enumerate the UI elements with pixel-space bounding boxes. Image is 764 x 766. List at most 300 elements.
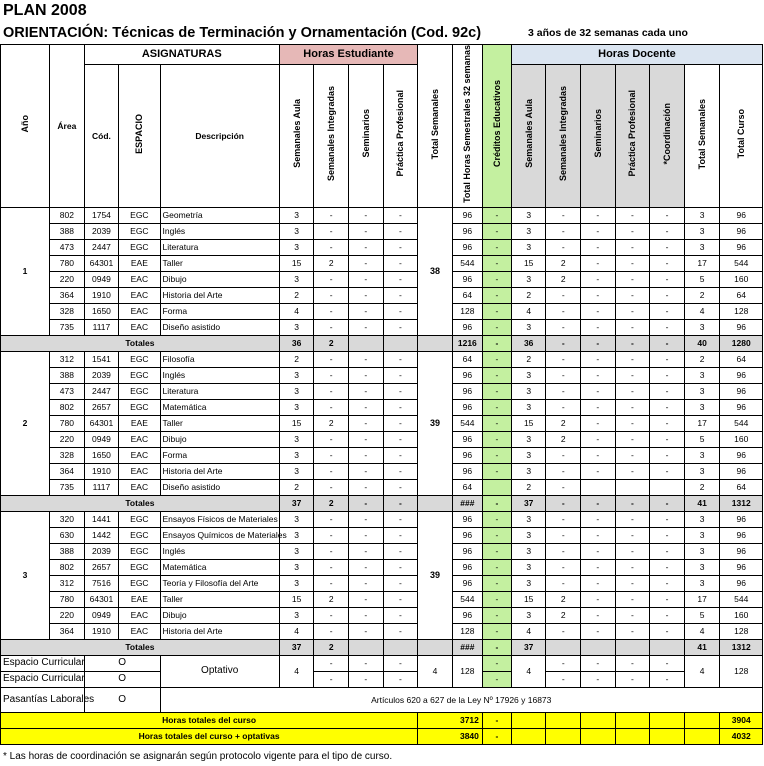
header-doc-2-label: Seminarios xyxy=(592,109,603,159)
totals-cell: 37 xyxy=(279,639,314,655)
doc-total-semanales-cell: 5 xyxy=(684,607,720,623)
totals-doc-cell xyxy=(581,639,616,655)
doc-total-curso-cell: 544 xyxy=(720,255,763,271)
optativo-row-1 xyxy=(1,655,763,671)
horas-semestrales-cell: 544 xyxy=(452,415,482,431)
espacio-cell: EGC xyxy=(119,575,160,591)
header-anio xyxy=(1,45,50,208)
optativo-cell: - xyxy=(383,655,418,671)
est-hours-cell: 3 xyxy=(279,527,314,543)
descripcion-cell: Forma xyxy=(160,447,279,463)
est-hours-cell: - xyxy=(314,463,349,479)
cod-cell: 1650 xyxy=(84,303,119,319)
doc-hours-cell: 3 xyxy=(511,367,546,383)
espacio-cell: EGC xyxy=(119,511,160,527)
horas-semestrales-cell: 128 xyxy=(452,303,482,319)
doc-hours-cell: 3 xyxy=(511,207,546,223)
est-hours-cell: - xyxy=(314,623,349,639)
doc-hours-cell: - xyxy=(581,511,616,527)
doc-hours-cell: - xyxy=(546,463,581,479)
header-est-1-label: Semanales Integradas xyxy=(326,86,337,182)
creditos-cell: - xyxy=(482,511,511,527)
doc-hours-cell: - xyxy=(650,383,685,399)
horas-totales-empty xyxy=(581,728,616,744)
table-row xyxy=(1,287,763,303)
doc-hours-cell: - xyxy=(581,463,616,479)
totals-doc-cell xyxy=(546,639,581,655)
doc-hours-cell xyxy=(650,479,685,495)
est-hours-cell: - xyxy=(314,287,349,303)
doc-total-semanales-cell: 3 xyxy=(684,543,720,559)
descripcion-cell: Forma xyxy=(160,303,279,319)
header-doc-3 xyxy=(615,64,650,207)
creditos-cell: - xyxy=(482,463,511,479)
est-hours-cell: - xyxy=(349,399,384,415)
totals-doc-cell: - xyxy=(546,335,581,351)
optativo-o: O xyxy=(84,655,160,671)
doc-total-semanales-cell: 3 xyxy=(684,463,720,479)
creditos-cell: - xyxy=(482,287,511,303)
horas-semestrales-cell: 96 xyxy=(452,575,482,591)
optativo-cell: - xyxy=(383,671,418,687)
doc-hours-cell: - xyxy=(546,543,581,559)
header-total-horas xyxy=(452,45,482,208)
doc-total-curso-cell: 96 xyxy=(720,383,763,399)
est-hours-cell: - xyxy=(314,239,349,255)
doc-hours-cell: - xyxy=(581,207,616,223)
horas-totales-label: Horas totales del curso xyxy=(1,712,418,728)
descripcion-cell: Matemática xyxy=(160,399,279,415)
header-descripcion: Descripción xyxy=(160,64,279,207)
doc-total-semanales-cell: 3 xyxy=(684,223,720,239)
doc-total-semanales-cell: 3 xyxy=(684,559,720,575)
header-row-sub xyxy=(1,64,763,207)
doc-hours-cell: - xyxy=(615,287,650,303)
table-row xyxy=(1,383,763,399)
area-cell: 780 xyxy=(50,415,85,431)
est-hours-cell: 4 xyxy=(279,623,314,639)
espacio-cell: EGC xyxy=(119,239,160,255)
totals-doc-cell xyxy=(615,639,650,655)
doc-total-curso-cell: 96 xyxy=(720,463,763,479)
doc-hours-cell: - xyxy=(615,207,650,223)
doc-hours-cell: - xyxy=(546,511,581,527)
descripcion-cell: Teoría y Filosofía del Arte xyxy=(160,575,279,591)
descripcion-cell: Taller xyxy=(160,591,279,607)
horas-totales-empty xyxy=(546,728,581,744)
doc-total-semanales-cell: 3 xyxy=(684,511,720,527)
totals-row xyxy=(1,495,763,511)
totals-doc-cell: 37 xyxy=(511,495,546,511)
doc-hours-cell: - xyxy=(615,607,650,623)
cod-cell: 2657 xyxy=(84,559,119,575)
doc-hours-cell: 2 xyxy=(546,607,581,623)
creditos-cell: - xyxy=(482,527,511,543)
cod-cell: 2039 xyxy=(84,223,119,239)
area-cell: 735 xyxy=(50,319,85,335)
optativo-cell: - xyxy=(615,655,650,671)
doc-hours-cell: - xyxy=(650,207,685,223)
horas-totales-label: Horas totales del curso + optativas xyxy=(1,728,418,744)
doc-hours-cell: - xyxy=(546,239,581,255)
optativo-cell: - xyxy=(546,655,581,671)
doc-hours-cell: - xyxy=(615,575,650,591)
espacio-cell: EAE xyxy=(119,591,160,607)
descripcion-cell: Literatura xyxy=(160,383,279,399)
est-hours-cell: - xyxy=(349,543,384,559)
header-est-3 xyxy=(383,64,418,207)
est-hours-cell: - xyxy=(383,543,418,559)
est-hours-cell: 3 xyxy=(279,319,314,335)
est-hours-cell: - xyxy=(314,543,349,559)
est-hours-cell: - xyxy=(383,255,418,271)
est-hours-cell: - xyxy=(349,415,384,431)
horas-semestrales-cell: 544 xyxy=(452,255,482,271)
pasantias-label: Pasantías Laborales xyxy=(1,687,85,712)
optativo-doc-tot: 4 xyxy=(684,655,720,687)
table-row xyxy=(1,239,763,255)
creditos-cell: - xyxy=(482,319,511,335)
totals-creditos: - xyxy=(482,335,511,351)
creditos-cell: - xyxy=(482,415,511,431)
optativo-doc-curso: 128 xyxy=(720,655,763,687)
espacio-cell: EGC xyxy=(119,207,160,223)
header-est-2 xyxy=(349,64,384,207)
creditos-cell: - xyxy=(482,255,511,271)
est-hours-cell: - xyxy=(383,271,418,287)
doc-hours-cell xyxy=(615,479,650,495)
est-hours-cell: 2 xyxy=(279,287,314,303)
cod-cell: 2039 xyxy=(84,543,119,559)
descripcion-cell: Historia del Arte xyxy=(160,623,279,639)
doc-hours-cell: - xyxy=(650,287,685,303)
table-row xyxy=(1,575,763,591)
cod-cell: 1441 xyxy=(84,511,119,527)
header-espacio-label: ESPACIO xyxy=(134,113,145,154)
doc-total-curso-cell: 128 xyxy=(720,303,763,319)
doc-hours-cell: - xyxy=(615,463,650,479)
doc-hours-cell: - xyxy=(546,559,581,575)
doc-hours-cell: 3 xyxy=(511,607,546,623)
est-hours-cell: - xyxy=(349,511,384,527)
totals-doc-cell: - xyxy=(615,495,650,511)
doc-total-semanales-cell: 3 xyxy=(684,319,720,335)
est-hours-cell: - xyxy=(314,207,349,223)
optativo-cell: - xyxy=(650,671,685,687)
doc-hours-cell: 2 xyxy=(511,287,546,303)
espacio-cell: EGC xyxy=(119,383,160,399)
est-hours-cell: - xyxy=(314,447,349,463)
cod-cell: 1910 xyxy=(84,463,119,479)
doc-hours-cell: - xyxy=(615,415,650,431)
doc-hours-cell: 3 xyxy=(511,463,546,479)
optativo-doc-aula: 4 xyxy=(511,655,546,687)
totals-cell: ### xyxy=(452,495,482,511)
doc-hours-cell: - xyxy=(546,367,581,383)
table-row xyxy=(1,527,763,543)
doc-hours-cell: - xyxy=(581,239,616,255)
doc-hours-cell: 2 xyxy=(511,351,546,367)
horas-semestrales-cell: 96 xyxy=(452,367,482,383)
creditos-cell: - xyxy=(482,575,511,591)
optativo-cell: - xyxy=(615,671,650,687)
header-horas-estudiante: Horas Estudiante xyxy=(279,45,417,65)
horas-totales-row xyxy=(1,712,763,728)
optativo-o: O xyxy=(84,671,160,687)
header-doc-1 xyxy=(546,64,581,207)
orientation-title: ORIENTACIÓN: Técnicas de Terminación y Ornamentación (Cod. 92c) xyxy=(3,25,482,41)
weeks-note: 3 años de 32 semanas cada uno xyxy=(528,27,688,39)
espacio-cell: EAC xyxy=(119,479,160,495)
totals-cell: 2 xyxy=(314,335,349,351)
doc-hours-cell: - xyxy=(546,223,581,239)
doc-hours-cell: - xyxy=(581,399,616,415)
est-hours-cell: 3 xyxy=(279,447,314,463)
doc-total-semanales-cell: 3 xyxy=(684,399,720,415)
est-hours-cell: - xyxy=(314,575,349,591)
est-hours-cell: - xyxy=(383,463,418,479)
est-hours-cell: - xyxy=(314,383,349,399)
est-hours-cell: 3 xyxy=(279,559,314,575)
header-total-horas-label: Total Horas Semestrales 32 semanas xyxy=(462,45,473,203)
est-hours-cell: - xyxy=(383,207,418,223)
totals-cell: - xyxy=(383,495,418,511)
header-doc-6-label: Total Curso xyxy=(736,109,747,159)
creditos-cell: - xyxy=(482,399,511,415)
doc-hours-cell: - xyxy=(581,287,616,303)
totals-row xyxy=(1,335,763,351)
cod-cell: 2039 xyxy=(84,367,119,383)
doc-total-curso-cell: 544 xyxy=(720,415,763,431)
espacio-cell: EGC xyxy=(119,543,160,559)
table-row xyxy=(1,431,763,447)
est-hours-cell: - xyxy=(349,319,384,335)
doc-hours-cell: - xyxy=(581,543,616,559)
horas-totales-empty xyxy=(615,728,650,744)
doc-hours-cell: - xyxy=(615,271,650,287)
doc-hours-cell: - xyxy=(581,223,616,239)
horas-totales-opt-row xyxy=(1,728,763,744)
doc-hours-cell: - xyxy=(546,527,581,543)
doc-hours-cell: 3 xyxy=(511,319,546,335)
espacio-cell: EAC xyxy=(119,463,160,479)
doc-total-semanales-cell: 3 xyxy=(684,367,720,383)
header-asignaturas: ASIGNATURAS xyxy=(84,45,279,65)
horas-semestrales-cell: 544 xyxy=(452,591,482,607)
est-hours-cell: 3 xyxy=(279,607,314,623)
est-hours-cell: 3 xyxy=(279,575,314,591)
header-area: Área xyxy=(50,45,85,208)
horas-semestrales-cell: 96 xyxy=(452,543,482,559)
horas-semestrales-cell: 96 xyxy=(452,271,482,287)
table-row xyxy=(1,415,763,431)
cod-cell: 2447 xyxy=(84,383,119,399)
est-hours-cell: 3 xyxy=(279,463,314,479)
header-row-top xyxy=(1,45,763,65)
horas-totales-empty xyxy=(615,712,650,728)
creditos-cell: - xyxy=(482,271,511,287)
creditos-cell: - xyxy=(482,223,511,239)
doc-hours-cell: - xyxy=(581,351,616,367)
espacio-cell: EAC xyxy=(119,319,160,335)
cod-cell: 1910 xyxy=(84,623,119,639)
horas-totales-total: 3904 xyxy=(720,712,763,728)
doc-hours-cell: - xyxy=(615,623,650,639)
est-hours-cell: - xyxy=(383,319,418,335)
doc-hours-cell: - xyxy=(581,367,616,383)
header-cod: Cód. xyxy=(84,64,119,207)
doc-hours-cell: 3 xyxy=(511,559,546,575)
espacio-cell: EGC xyxy=(119,399,160,415)
descripcion-cell: Inglés xyxy=(160,367,279,383)
est-hours-cell: - xyxy=(349,575,384,591)
doc-hours-cell: - xyxy=(581,383,616,399)
descripcion-cell: Diseño asistido xyxy=(160,479,279,495)
doc-hours-cell: - xyxy=(615,447,650,463)
est-hours-cell: 3 xyxy=(279,431,314,447)
creditos-cell: - xyxy=(482,447,511,463)
est-hours-cell: - xyxy=(314,479,349,495)
totals-cell: - xyxy=(349,495,384,511)
est-hours-cell: 4 xyxy=(279,303,314,319)
horas-semestrales-cell: 64 xyxy=(452,287,482,303)
doc-hours-cell: - xyxy=(650,415,685,431)
doc-total-semanales-cell: 3 xyxy=(684,447,720,463)
cod-cell: 1910 xyxy=(84,287,119,303)
doc-hours-cell: - xyxy=(615,399,650,415)
table-row xyxy=(1,623,763,639)
area-cell: 388 xyxy=(50,223,85,239)
optativo-cell: - xyxy=(546,671,581,687)
header-doc-4 xyxy=(650,64,685,207)
totals-cell xyxy=(383,639,418,655)
area-cell: 312 xyxy=(50,351,85,367)
horas-totales-creditos: - xyxy=(482,728,511,744)
optativo-cell: - xyxy=(650,655,685,671)
doc-hours-cell: - xyxy=(650,623,685,639)
cod-cell: 2447 xyxy=(84,239,119,255)
est-hours-cell: - xyxy=(314,351,349,367)
doc-total-curso-cell: 128 xyxy=(720,623,763,639)
doc-hours-cell: - xyxy=(615,591,650,607)
area-cell: 220 xyxy=(50,431,85,447)
horas-semestrales-cell: 96 xyxy=(452,511,482,527)
espacio-cell: EAC xyxy=(119,607,160,623)
doc-hours-cell: - xyxy=(546,575,581,591)
doc-hours-cell: - xyxy=(581,415,616,431)
doc-hours-cell: - xyxy=(615,559,650,575)
header-est-0 xyxy=(279,64,314,207)
area-cell: 312 xyxy=(50,575,85,591)
est-hours-cell: - xyxy=(314,431,349,447)
totals-cell xyxy=(349,335,384,351)
cod-cell: 64301 xyxy=(84,415,119,431)
cod-cell: 1117 xyxy=(84,319,119,335)
doc-hours-cell: - xyxy=(546,479,581,495)
doc-hours-cell: - xyxy=(615,527,650,543)
horas-semestrales-cell: 96 xyxy=(452,447,482,463)
table-row xyxy=(1,271,763,287)
horas-totales-empty xyxy=(581,712,616,728)
cod-cell: 1442 xyxy=(84,527,119,543)
est-hours-cell: 2 xyxy=(279,351,314,367)
est-hours-cell: - xyxy=(383,591,418,607)
espacio-cell: EGC xyxy=(119,223,160,239)
optativo-aula: 4 xyxy=(279,655,314,687)
doc-hours-cell: - xyxy=(650,527,685,543)
horas-semestrales-cell: 96 xyxy=(452,607,482,623)
doc-total-semanales-cell: 5 xyxy=(684,431,720,447)
est-hours-cell: 2 xyxy=(314,255,349,271)
creditos-cell: - xyxy=(482,303,511,319)
descripcion-cell: Dibujo xyxy=(160,431,279,447)
header-doc-3-label: Práctica Profesional xyxy=(627,90,638,178)
doc-hours-cell: 3 xyxy=(511,223,546,239)
doc-hours-cell: 3 xyxy=(511,575,546,591)
optativo-cell: - xyxy=(349,655,384,671)
optativo-creditos: - xyxy=(482,655,511,671)
doc-hours-cell: - xyxy=(546,303,581,319)
doc-total-curso-cell: 96 xyxy=(720,559,763,575)
creditos-cell: - xyxy=(482,431,511,447)
doc-hours-cell: - xyxy=(546,447,581,463)
horas-semestrales-cell: 96 xyxy=(452,399,482,415)
est-hours-cell: - xyxy=(349,479,384,495)
doc-total-curso-cell: 96 xyxy=(720,447,763,463)
est-hours-cell: - xyxy=(314,511,349,527)
est-hours-cell: - xyxy=(314,319,349,335)
totals-doc-cell: - xyxy=(650,495,685,511)
totals-doc-cell: 40 xyxy=(684,335,720,351)
totals-doc-cell: 36 xyxy=(511,335,546,351)
totals-doc-cell: - xyxy=(581,335,616,351)
doc-total-curso-cell: 160 xyxy=(720,431,763,447)
header-est-3-label: Práctica Profesional xyxy=(395,90,406,178)
espacio-cell: EAC xyxy=(119,447,160,463)
table-row xyxy=(1,319,763,335)
total-semanales-cell: 39 xyxy=(418,351,453,495)
area-cell: 802 xyxy=(50,399,85,415)
creditos-cell: - xyxy=(482,559,511,575)
horas-semestrales-cell: 128 xyxy=(452,623,482,639)
optativo-cell: - xyxy=(581,671,616,687)
totals-doc-cell: 1312 xyxy=(720,639,763,655)
horas-totales-empty xyxy=(546,712,581,728)
est-hours-cell: 15 xyxy=(279,415,314,431)
doc-hours-cell: 2 xyxy=(546,415,581,431)
horas-semestrales-cell: 96 xyxy=(452,559,482,575)
espacio-cell: EGC xyxy=(119,351,160,367)
doc-hours-cell: - xyxy=(615,543,650,559)
doc-hours-cell: - xyxy=(650,351,685,367)
area-cell: 220 xyxy=(50,607,85,623)
pasantias-desc: Artículos 620 a 627 de la Ley Nº 17926 y 16873 xyxy=(160,687,763,712)
area-cell: 364 xyxy=(50,623,85,639)
est-hours-cell: - xyxy=(349,287,384,303)
optativo-cell: - xyxy=(314,671,349,687)
est-hours-cell: - xyxy=(383,367,418,383)
optativo-creditos: - xyxy=(482,671,511,687)
totals-creditos: - xyxy=(482,639,511,655)
header-doc-2 xyxy=(581,64,616,207)
doc-hours-cell: - xyxy=(650,367,685,383)
est-hours-cell: - xyxy=(383,607,418,623)
table-row xyxy=(1,351,763,367)
cod-cell: 0949 xyxy=(84,607,119,623)
est-hours-cell: - xyxy=(383,431,418,447)
table-row xyxy=(1,255,763,271)
table-row xyxy=(1,399,763,415)
